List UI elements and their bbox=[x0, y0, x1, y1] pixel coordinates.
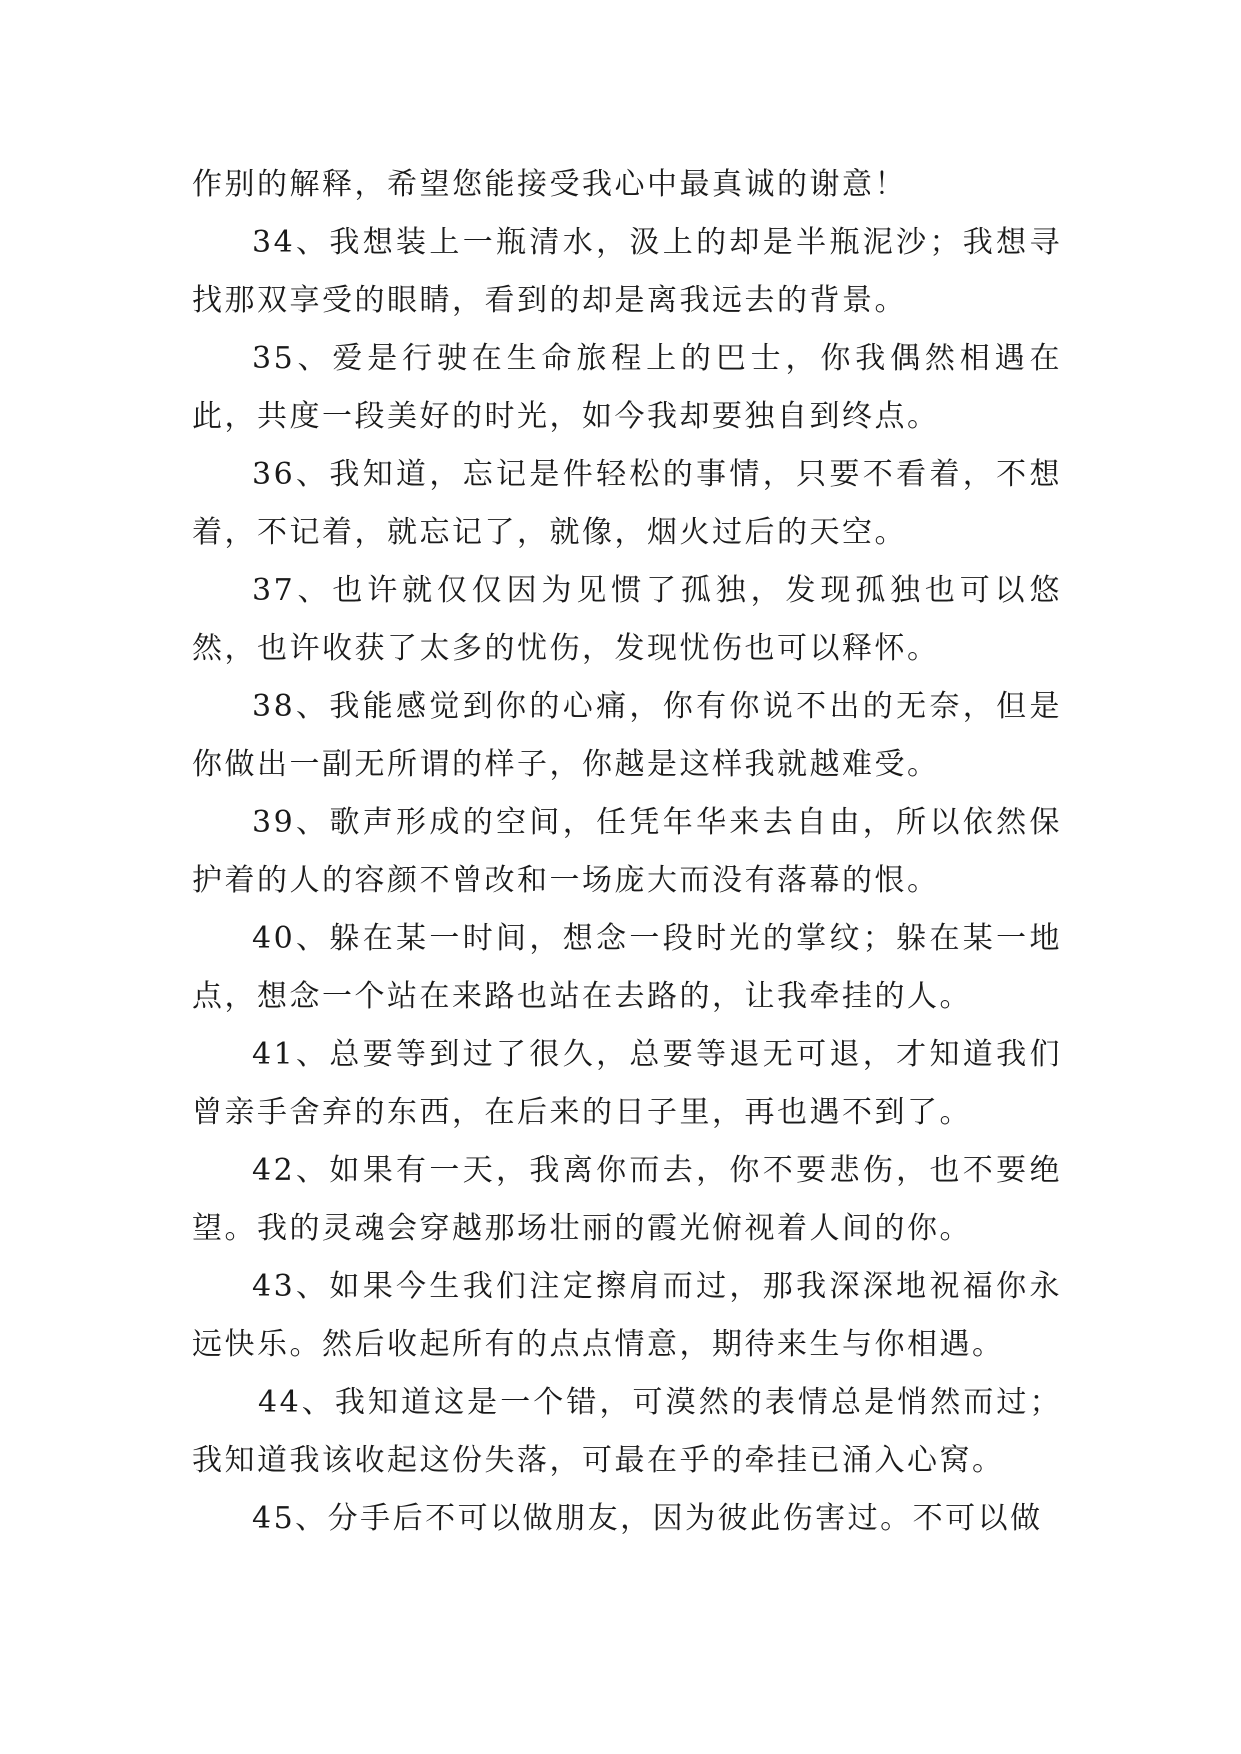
paragraph: 36、我知道，忘记是件轻松的事情，只要不看着，不想着，不记着，就忘记了，就像，烟火过后的天空。 bbox=[192, 457, 1062, 550]
paragraph: 39、歌声形成的空间，任凭年华来去自由，所以依然保护着的人的容颜不曾改和一场庞大而没有落幕的恨。 bbox=[192, 805, 1062, 898]
paragraph: 45、分手后不可以做朋友，因为彼此伤害过。不可以做 bbox=[252, 1501, 1043, 1536]
paragraph: 作别的解释，希望您能接受我心中最真诚的谢意！ bbox=[192, 167, 907, 202]
paragraph: 43、如果今生我们注定擦肩而过，那我深深地祝福你永远快乐。然后收起所有的点点情意，期待来生与你相遇。 bbox=[192, 1269, 1062, 1362]
paragraph: 44、我知道这是一个错，可漠然的表情总是悄然而过；我知道我该收起这份失落，可最在乎的牵挂已涌入心窝。 bbox=[192, 1385, 1062, 1478]
document-body bbox=[192, 156, 1062, 1548]
paragraph: 40、躲在某一时间，想念一段时光的掌纹；躲在某一地点，想念一个站在来路也站在去路的，让我牵挂的人。 bbox=[192, 921, 1062, 1014]
paragraph: 42、如果有一天，我离你而去，你不要悲伤，也不要绝望。我的灵魂会穿越那场壮丽的霞光俯视着人间的你。 bbox=[192, 1153, 1062, 1246]
paragraph: 38、我能感觉到你的心痛，你有你说不出的无奈，但是你做出一副无所谓的样子，你越是这样我就越难受。 bbox=[192, 689, 1062, 782]
paragraph: 41、总要等到过了很久，总要等退无可退，才知道我们曾亲手舍弃的东西，在后来的日子里，再也遇不到了。 bbox=[192, 1037, 1062, 1130]
paragraph: 35、爱是行驶在生命旅程上的巴士，你我偶然相遇在此，共度一段美好的时光，如今我却要独自到终点。 bbox=[192, 341, 1062, 434]
paragraph: 34、我想装上一瓶清水，汲上的却是半瓶泥沙；我想寻找那双享受的眼睛，看到的却是离我远去的背景。 bbox=[192, 225, 1062, 318]
paragraph: 37、也许就仅仅因为见惯了孤独，发现孤独也可以悠然，也许收获了太多的忧伤，发现忧伤也可以释怀。 bbox=[192, 573, 1062, 666]
